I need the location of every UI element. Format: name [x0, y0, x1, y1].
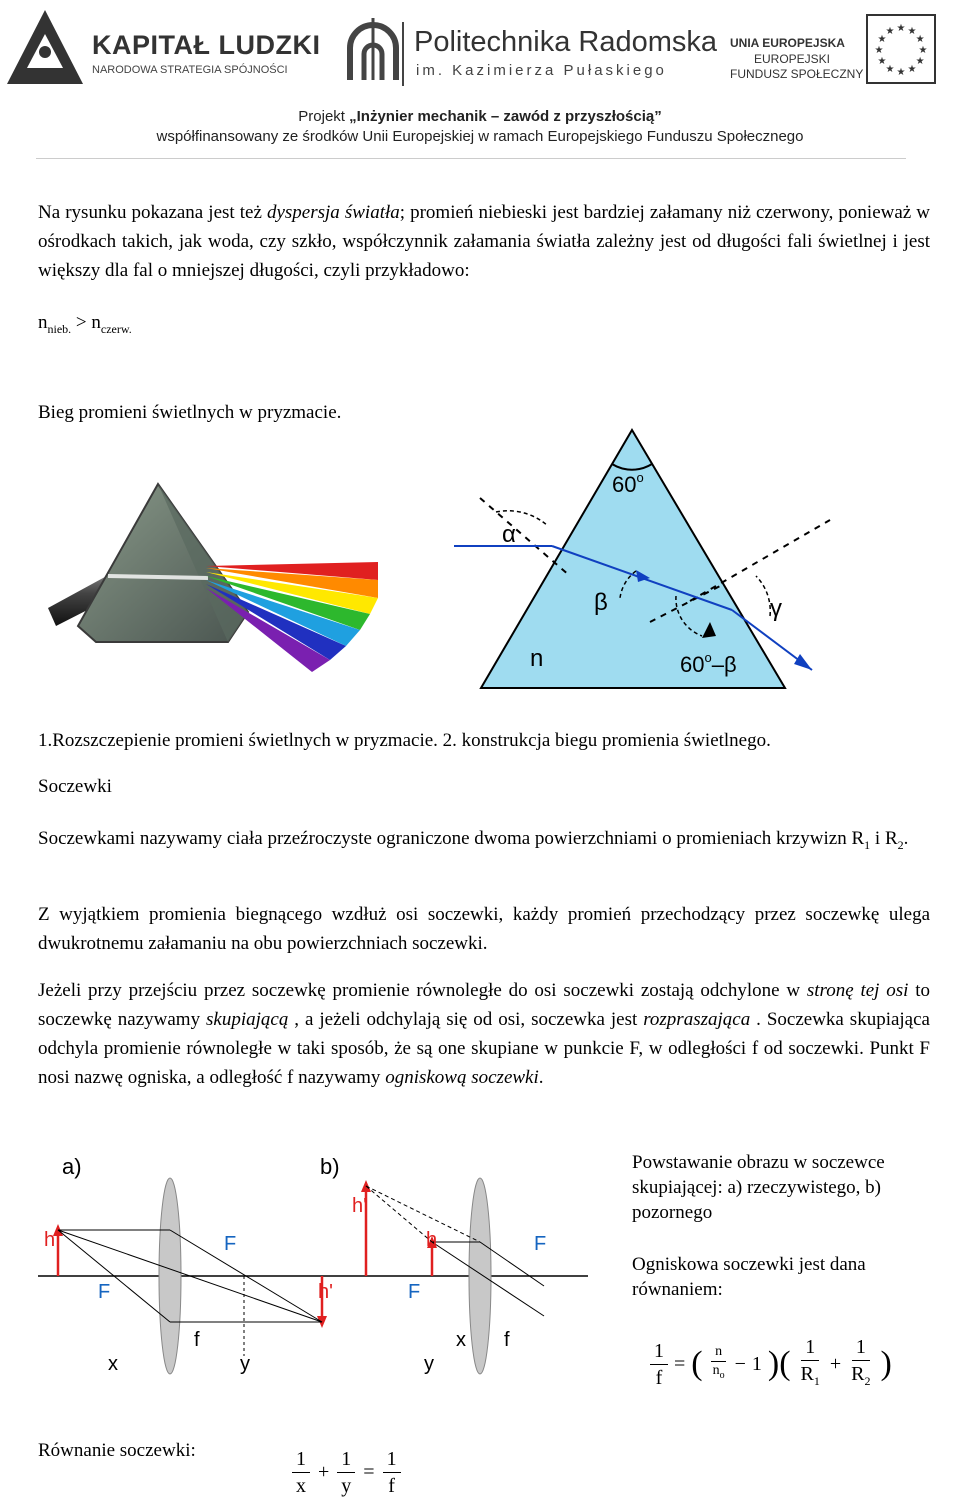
frac-n-no: $\frac{n}{n_o}$	[712, 1344, 725, 1381]
frac-1-R1: $\frac{1}{R_1}$	[800, 1336, 820, 1388]
eu-star-icon: ★	[896, 67, 906, 78]
eu-star-icon: ★	[874, 45, 884, 56]
eu-star-icon: ★	[885, 25, 895, 37]
page-header	[0, 0, 960, 160]
p4-text-4: . Soczewka skupiająca odchyla promienie równoległe w taki sposób, że są one skupiane w punkcie F, w odległości f od soczewki. Punkt F nosi nazwę ogniska, a odległość f nazywamy	[38, 1009, 930, 1088]
label-a: a)	[62, 1154, 82, 1179]
kapital-ludzki-logo	[5, 8, 85, 88]
lens-eq-equals: =	[363, 1461, 375, 1483]
x-label-a: x	[108, 1353, 118, 1375]
minus-one: 1	[751, 1352, 762, 1375]
eu-star-icon: ★	[907, 64, 917, 76]
cofinanced-line: współfinansowany ze środków Unii Europejskiej w ramach Europejskiego Funduszu Społecznego	[156, 128, 804, 145]
eu-star-icon: ★	[915, 34, 925, 45]
angle-bottom-label: 60$^o$–β	[680, 650, 737, 677]
p4-italic-2: skupiającą	[206, 1009, 289, 1030]
alpha-label: α	[502, 521, 516, 548]
F-label-b2: F	[408, 1281, 421, 1303]
politechnika-title: Politechnika Radomska	[414, 26, 718, 58]
kapital-ludzki-subtitle: NARODOWA STRATEGIA SPÓJNOŚCI	[92, 64, 288, 76]
p2-text-2: i R	[870, 828, 898, 849]
side-text-image-formation: Powstawanie obrazu w soczewce skupiającej: a) rzeczywistego, b) pozornego	[632, 1152, 885, 1223]
p4-text-5: .	[538, 1067, 544, 1088]
refraction-index-formula	[38, 312, 132, 337]
F-label-b1: F	[534, 1233, 547, 1255]
p4-text-2: to soczewkę nazywamy	[38, 980, 930, 1030]
eu-star-icon: ★	[885, 64, 895, 76]
frac-1-x: $\frac{1}{x}$	[292, 1446, 310, 1499]
p1-text-1: Na rysunku pokazana jest też	[38, 202, 267, 223]
lens-equation	[292, 1446, 401, 1499]
prism-dispersion-image	[48, 476, 388, 688]
project-line	[0, 108, 960, 125]
frac-1-f-eq: $\frac{1}{f}$	[383, 1446, 401, 1499]
politechnika-subtitle: im. Kazimierza Pułaskiego	[416, 62, 667, 79]
frac-1-y: $\frac{1}{y}$	[337, 1446, 355, 1499]
eu-star-icon: ★	[877, 56, 887, 67]
lenses-definition-paragraph	[38, 824, 930, 860]
eu-star-icon: ★	[877, 34, 887, 45]
prism-heading: Bieg promieni świetlnych w pryzmacie.	[38, 402, 342, 423]
project-name: „Inżynier mechanik – zawód z przyszłością”	[349, 108, 662, 125]
frac-1-R2: $\frac{1}{R_2}$	[851, 1336, 871, 1388]
frac-1-f: $\frac{1}{f}$	[650, 1338, 668, 1391]
politechnika-divider	[402, 22, 404, 86]
F-label-a1: F	[224, 1233, 237, 1255]
eu-star-icon: ★	[896, 23, 906, 34]
f-label-b: f	[504, 1329, 510, 1351]
p2-text-1: Soczewkami nazywamy ciała przeźroczyste ograniczone dwoma powierzchniami o promieniach krzywizn R	[38, 828, 865, 849]
prism-caption: 1.Rozszczepienie promieni świetlnych w pryzmacie. 2. konstrukcja biegu promienia świetlnego.	[38, 730, 771, 751]
x-label-b: x	[456, 1329, 466, 1351]
n-label: n	[530, 645, 544, 672]
n-red: n	[91, 312, 101, 333]
hp-label-a: h'	[318, 1281, 333, 1303]
gamma-label: γ	[770, 595, 782, 622]
project-prefix: Projekt	[298, 108, 350, 125]
y-label-b: y	[424, 1353, 434, 1375]
p4-text-1: Jeżeli przy przejściu przez soczewkę promienie równoległe do osi soczewki zostają odchylone w	[38, 980, 807, 1001]
greater-than: >	[71, 312, 92, 333]
p4-text-3: , a jeżeli odchylają się od osi, soczewka jest	[288, 1009, 644, 1030]
eu-star-icon: ★	[907, 25, 917, 37]
dispersion-paragraph	[38, 198, 930, 285]
lens-eq-plus: +	[318, 1461, 330, 1483]
lens-image-formation-diagram	[34, 1146, 594, 1380]
n-blue: n	[38, 312, 48, 333]
y-label-a: y	[240, 1353, 250, 1375]
hp-label-b: h'	[352, 1195, 367, 1217]
eu-line1: UNIA EUROPEJSKA	[730, 36, 845, 50]
f-label-a: f	[194, 1329, 200, 1351]
label-b: b)	[320, 1154, 340, 1179]
angle-top-label: 60$^o$	[612, 470, 644, 497]
equals-sign: =	[674, 1352, 686, 1375]
beta-label: β	[594, 589, 608, 616]
eu-star-icon: ★	[918, 45, 928, 56]
kapital-ludzki-title: KAPITAŁ LUDZKI	[92, 30, 321, 60]
p1-text-2: ; promień niebieski jest bardziej załamany niż czerwony, ponieważ w ośrodkach takich, jak woda, czy szkło, współczynnik załamania światła zależny jest od długości fali świetlnej i jest większy dla fal o mniejszej długości, czyli przykładowo:	[38, 202, 930, 281]
eu-line3: FUNDUSZ SPOŁECZNY	[730, 67, 864, 81]
p2-text-3: .	[903, 828, 909, 849]
header-rule	[36, 158, 906, 159]
h-label-b: h	[426, 1229, 438, 1251]
h-label-a: h	[44, 1229, 56, 1251]
eu-line2: EUROPEJSKI	[754, 52, 831, 66]
p2-sub-1: 1	[864, 837, 871, 852]
politechnika-logo	[338, 14, 408, 84]
p2-sub-2: 2	[897, 837, 904, 852]
side-text-focal-length: Ogniskowa soczewki jest dana równaniem:	[632, 1254, 866, 1300]
plus-sign: +	[829, 1352, 842, 1375]
prism-construction-diagram	[440, 426, 870, 690]
converging-lens-paragraph	[38, 976, 930, 1092]
p4-italic-3: rozpraszająca	[643, 1009, 751, 1030]
soczewki-heading: Soczewki	[38, 776, 112, 797]
eu-flag	[866, 14, 936, 84]
F-label-a2: F	[98, 1281, 111, 1303]
eu-star-icon: ★	[915, 56, 925, 67]
refraction-paragraph: Z wyjątkiem promienia biegnącego wzdłuż osi soczewki, każdy promień przechodzący przez soczewkę ulega dwukrotnemu załamaniu na obu powierzchniach soczewki.	[38, 904, 930, 954]
lens-equation-label: Równanie soczewki:	[38, 1440, 196, 1461]
p1-dispersion-term: dyspersja światła	[266, 202, 400, 223]
n-red-sub: czerw.	[100, 321, 132, 336]
p4-italic-1: stronę tej osi	[806, 980, 909, 1001]
p4-italic-4: ogniskową soczewki	[385, 1067, 539, 1088]
lensmaker-formula: $\frac{1}{f}$ = ( $\frac{n}{n_o}$ − 1 )( $\frac{1}{R_1}$ + $\frac{1}{R_2}$ )	[650, 1334, 892, 1394]
n-blue-sub: nieb.	[47, 321, 72, 336]
